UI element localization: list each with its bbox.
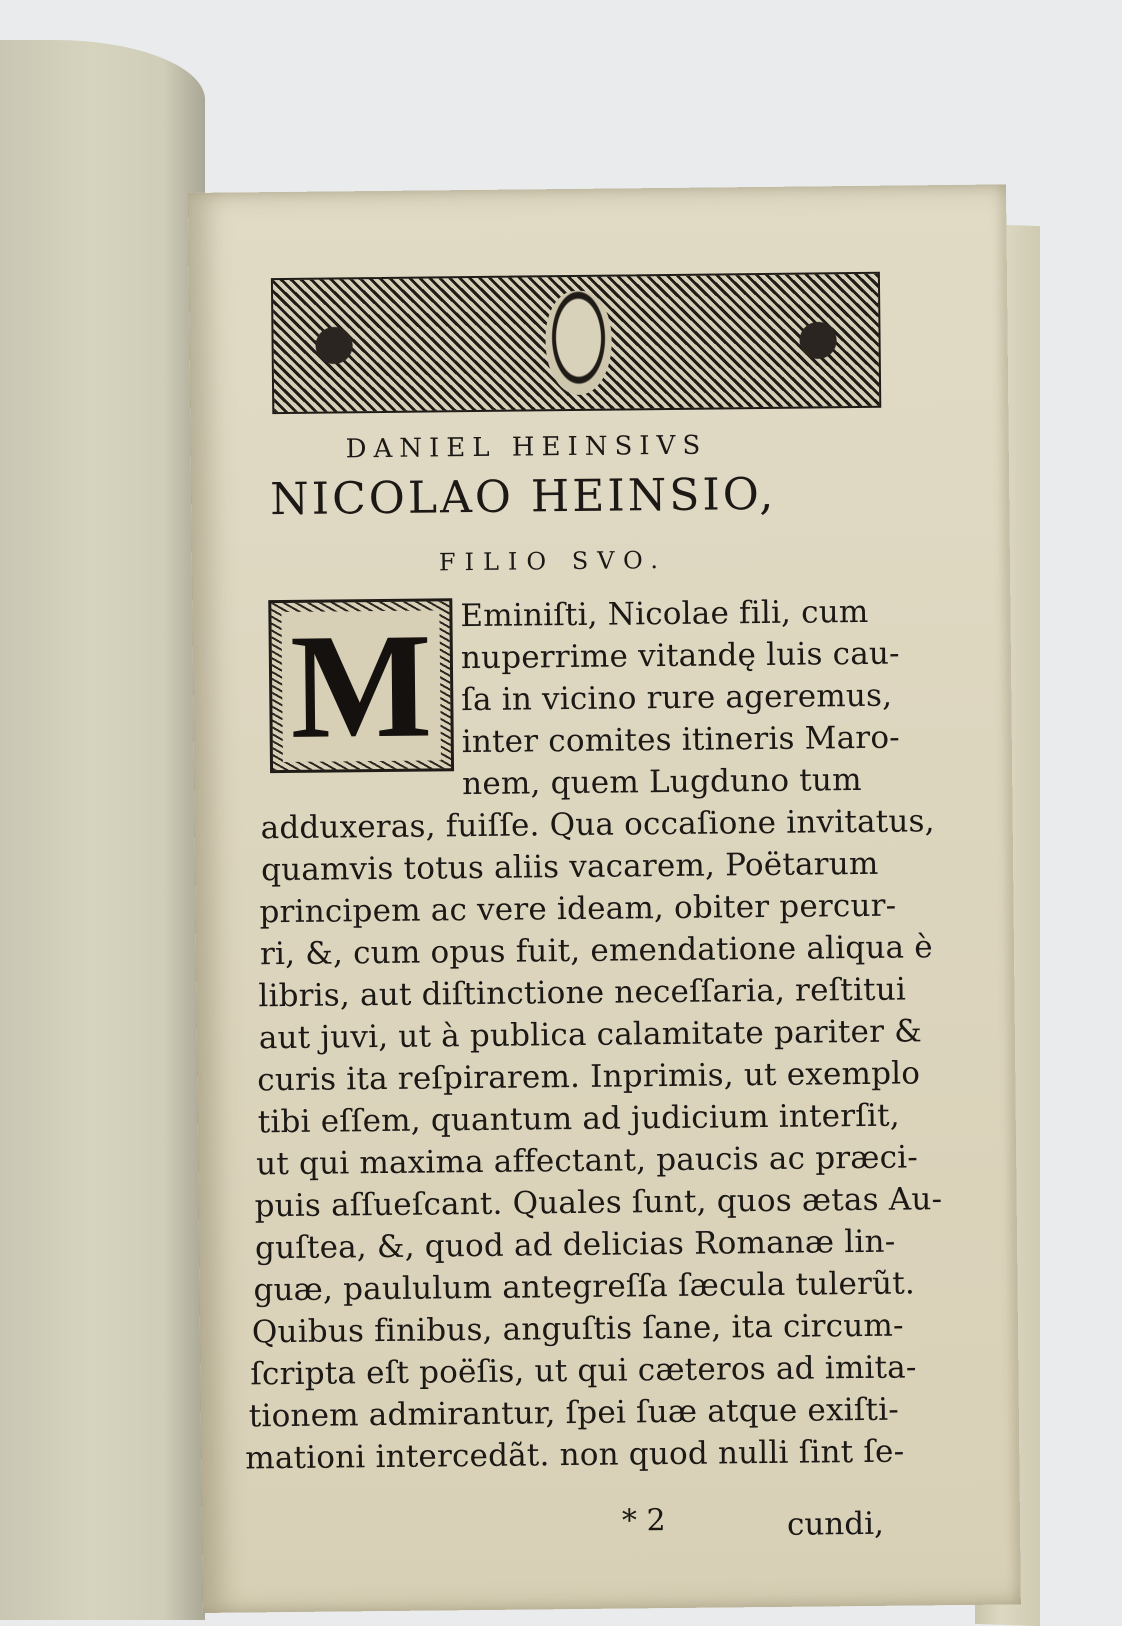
signature-mark: * 2 bbox=[621, 1503, 666, 1539]
drop-cap-initial bbox=[268, 598, 454, 773]
catchword: cundi, bbox=[786, 1505, 885, 1543]
body-line: ut qui maxima affectant, paucis ac præci- bbox=[255, 1139, 919, 1183]
recipient-line: NICOLAO HEINSIO, bbox=[269, 468, 777, 526]
body-line: nem, quem Lugduno tum bbox=[462, 761, 862, 803]
body-line: ſcripta eſt poëſis, ut qui cæteros ad imita- bbox=[250, 1349, 917, 1393]
body-line: libris, aut diſtinctione neceſſaria, reſtitui bbox=[258, 971, 907, 1015]
body-line: tibi eſſem, quantum ad judicium interſit, bbox=[257, 1097, 900, 1141]
body-line: inter comites itineris Maro- bbox=[461, 719, 901, 761]
body-line: aut juvi, ut à publica calamitate pariter & bbox=[258, 1013, 923, 1057]
book-page bbox=[188, 184, 1021, 1612]
body-line: mationi intercedãt. non quod nulli ſint ſe- bbox=[245, 1433, 905, 1477]
ornamental-headpiece bbox=[271, 272, 881, 414]
body-line: ri, &, cum opus fuit, emendatione aliqua è bbox=[259, 929, 933, 973]
body-line: nuperrime vitandę luis cau- bbox=[460, 635, 900, 677]
body-line: Eminiſti, Nicolae fili, cum bbox=[460, 593, 869, 635]
drop-cap-letter: M bbox=[282, 610, 441, 762]
body-line: guæ, paululum antegreſſa ſæcula tulerũt. bbox=[253, 1265, 916, 1309]
body-line: ſa in vicino rure ageremus, bbox=[461, 677, 893, 719]
facing-page bbox=[0, 40, 205, 1620]
body-line: principem ac vere ideam, obiter percur- bbox=[259, 887, 897, 931]
author-line: DANIEL HEINSIVS bbox=[345, 430, 708, 465]
body-line: puis aſſueſcant. Quales ſunt, quos ætas Au- bbox=[254, 1181, 943, 1225]
body-line: tionem admirantur, ſpei ſuæ atque exiſti- bbox=[248, 1391, 900, 1435]
body-line: adduxeras, fuiſſe. Qua occaſione invitatus, bbox=[260, 803, 935, 847]
subheading-line: FILIO SVO. bbox=[438, 546, 668, 577]
body-line: curis ita reſpirarem. Inprimis, ut exemplo bbox=[257, 1055, 921, 1099]
headpiece-mask-ornament bbox=[545, 291, 612, 396]
body-line: Quibus finibus, anguſtis ſane, ita circum- bbox=[251, 1307, 904, 1351]
body-line: guſtea, &, quod ad delicias Romanæ lin- bbox=[254, 1223, 896, 1267]
body-line: quamvis totus aliis vacarem, Poëtarum bbox=[260, 845, 879, 889]
